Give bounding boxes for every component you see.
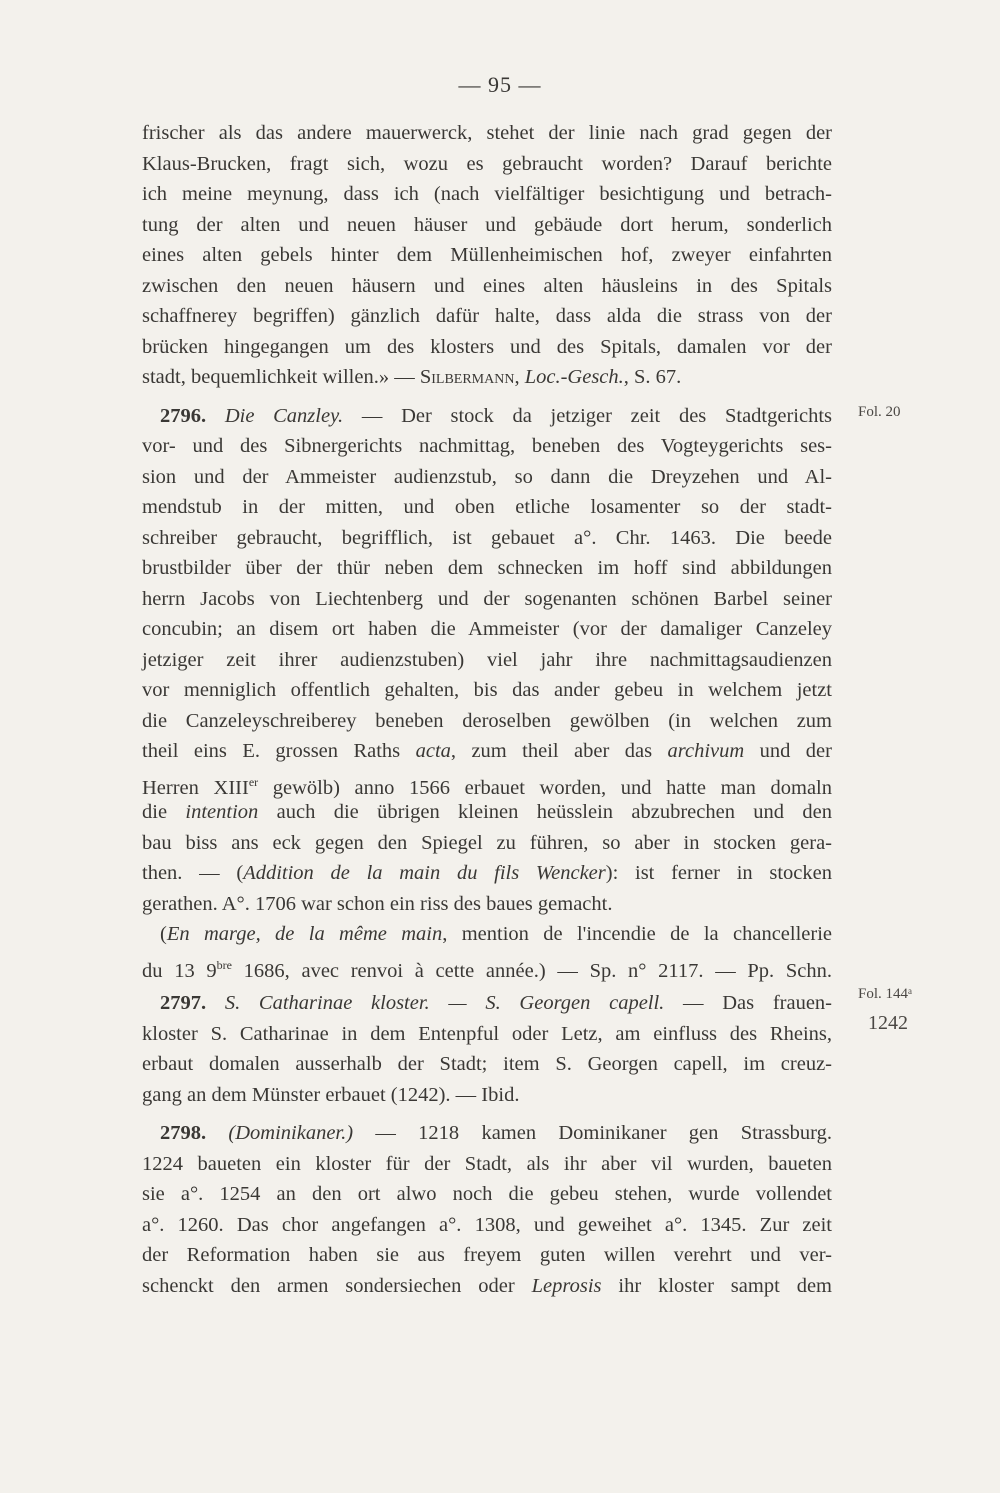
superscript: er [248,774,259,789]
text-run: , S. 67. [623,366,682,388]
entry-number: 2796. [160,404,207,427]
editorial-note: Addition de la main du fils Wencker [243,862,606,884]
text-run: ( [160,923,167,945]
text-line: frischer als das andere mauerwerck, stehet der linie nach grad gegen der [142,122,832,144]
text-line [142,797,832,828]
text-line: sion und der Ammeister audienzstub, so dann die Dreyzehen und Al- [142,465,832,488]
author-name: Silbermann [419,366,515,388]
text-run: und der [744,740,832,762]
text-line: vor- und des Sibnergerichts nachmittag, beneben des Vogteygerichts ses- [142,435,832,457]
text-run: du 13 9 [142,959,217,982]
text-line [142,1271,832,1302]
text-run: ): ist ferner in stocken [605,862,833,884]
text-run: , mention de l'incendie de la chancellerie [442,923,833,945]
entry-title: S. Catharinae kloster. — S. Georgen capell. [224,992,665,1014]
entry-title: (Dominikaner.) [228,1122,354,1144]
text-run: — 1218 kamen Dominikaner gen Strassburg. [353,1122,832,1144]
text-line: 1224 baueten ein kloster für der Stadt, als ihr aber vil wurden, baueten [142,1152,832,1175]
latin-term: acta [415,740,451,762]
text-line [142,362,832,393]
text-body [142,118,832,1301]
editorial-note: En marge, de la même main [166,923,443,945]
latin-term: Leprosis [531,1274,602,1297]
latin-term: intention [185,801,259,823]
text-run: — Der stock da jetziger zeit des Stadtgerichts [343,404,833,427]
text-line: mendstub in der mitten, und oben etliche losamenter so der stadt- [142,496,832,518]
text-line: sie a°. 1254 an den ort alwo noch die gebeu stehen, wurde vollendet [142,1183,832,1205]
text-line: eines alten gebels hinter dem Müllenheimischen hof, zweyer einfahrten [142,244,832,266]
text-line: vor menniglich offentlich gehalten, bis das ander gebeu in welchem jetzt [142,679,832,701]
text-line: der Reformation haben sie aus freyem guten willen verehrt und ver- [142,1244,832,1266]
text-line: die Canzeleyschreiberey beneben deroselben gewölben (in welchen zum [142,709,832,732]
text-line: herrn Jacobs von Liechtenberg und der sogenanten schönen Barbel seiner [142,587,832,610]
text-line [142,950,832,981]
text-line [142,988,832,1019]
continuation-paragraph [142,118,832,393]
text-run: stadt, bequemlichkeit willen.» — [142,366,420,388]
text-line: Klaus-Brucken, fragt sich, wozu es gebraucht worden? Darauf berichte [142,152,832,175]
latin-term: archivum [667,740,745,762]
text-line [142,736,832,767]
text-line: tung der alten und neuen häuser und gebäude dort herum, sonderlich [142,213,832,236]
text-line: brücken hingegangen um des klosters und des Spitals, damalen vor der [142,335,832,358]
text-line: zwischen den neuen häusern und eines alten häusleins in des Spitals [142,274,832,297]
margin-note-folio: Fol. 20 [858,404,901,420]
superscript: bre [216,957,232,972]
text-run: gewölb) anno 1566 erbauet worden, und hatte man domaln [258,776,832,799]
text-line [142,401,832,432]
entry-2798 [142,1118,832,1301]
text-line [142,919,832,950]
text-run: schenckt den armen sondersiechen oder [142,1274,532,1297]
text-run: 1686, avec renvoi à cette année.) — Sp. n° 2117. — Pp. Schn. [231,959,833,982]
text-run: , zum theil aber das [450,740,668,762]
text-line: gang an dem Münster erbauet (1242). — Ibid. [142,1083,520,1106]
text-line: erbaut domalen ausserhalb der Stadt; item S. Georgen capell, im creuz- [142,1053,832,1075]
text-line: brustbilder über der thür neben dem schnecken im hoff sind abbildungen [142,557,832,579]
text-line: jetziger zeit ihrer audienzstuben) viel jahr ihre nachmittagsaudienzen [142,648,832,671]
margin-note-folio: Fol. 144ᵃ [858,986,913,1002]
source-title: Loc.-Gesch. [524,366,624,388]
text-run: — Das frauen- [664,992,833,1014]
text-run: die [142,801,186,823]
entry-number: 2797. [160,992,207,1014]
margin-note-year: 1242 [868,1012,908,1034]
text-line: a°. 1260. Das chor angefangen a°. 1308, und geweihet a°. 1345. Zur zeit [142,1213,832,1236]
entry-2797 [142,988,832,1110]
page-number: — 95 — [458,72,542,97]
entry-2796 [142,401,832,981]
entry-number: 2798. [160,1122,207,1144]
text-line: schreiber gebraucht, begrifflich, ist gebauet a°. Chr. 1463. Die beede [142,526,832,549]
text-line: kloster S. Catharinae in dem Entenpful oder Letz, am einfluss des Rheins, [142,1022,832,1045]
text-run: ihr kloster sampt dem [601,1274,832,1297]
entry-title: Die Canzley. [224,404,344,427]
text-line: schaffnerey begriffen) gänzlich dafür halte, dass alda die strass von der [142,305,832,327]
text-line [142,1118,832,1149]
text-line: bau biss ans eck gegen den Spiegel zu führen, so aber in stocken gera- [142,831,832,854]
text-run: Herren XIII [142,776,249,799]
text-line: ich meine meynung, dass ich (nach vielfältiger besichtigung und betrach- [142,183,832,205]
text-run: , [514,366,525,388]
text-line [142,767,832,798]
text-line [142,858,832,889]
text-line: concubin; an disem ort haben die Ammeister (vor der damaliger Canzeley [142,618,832,640]
text-line: gerathen. A°. 1706 war schon ein riss des baues gemacht. [142,892,613,915]
text-run: then. — ( [142,862,244,884]
text-run: auch die übrigen kleinen heüsslein abzubrechen und den [258,801,833,823]
text-run: theil eins E. grossen Raths [142,740,416,762]
